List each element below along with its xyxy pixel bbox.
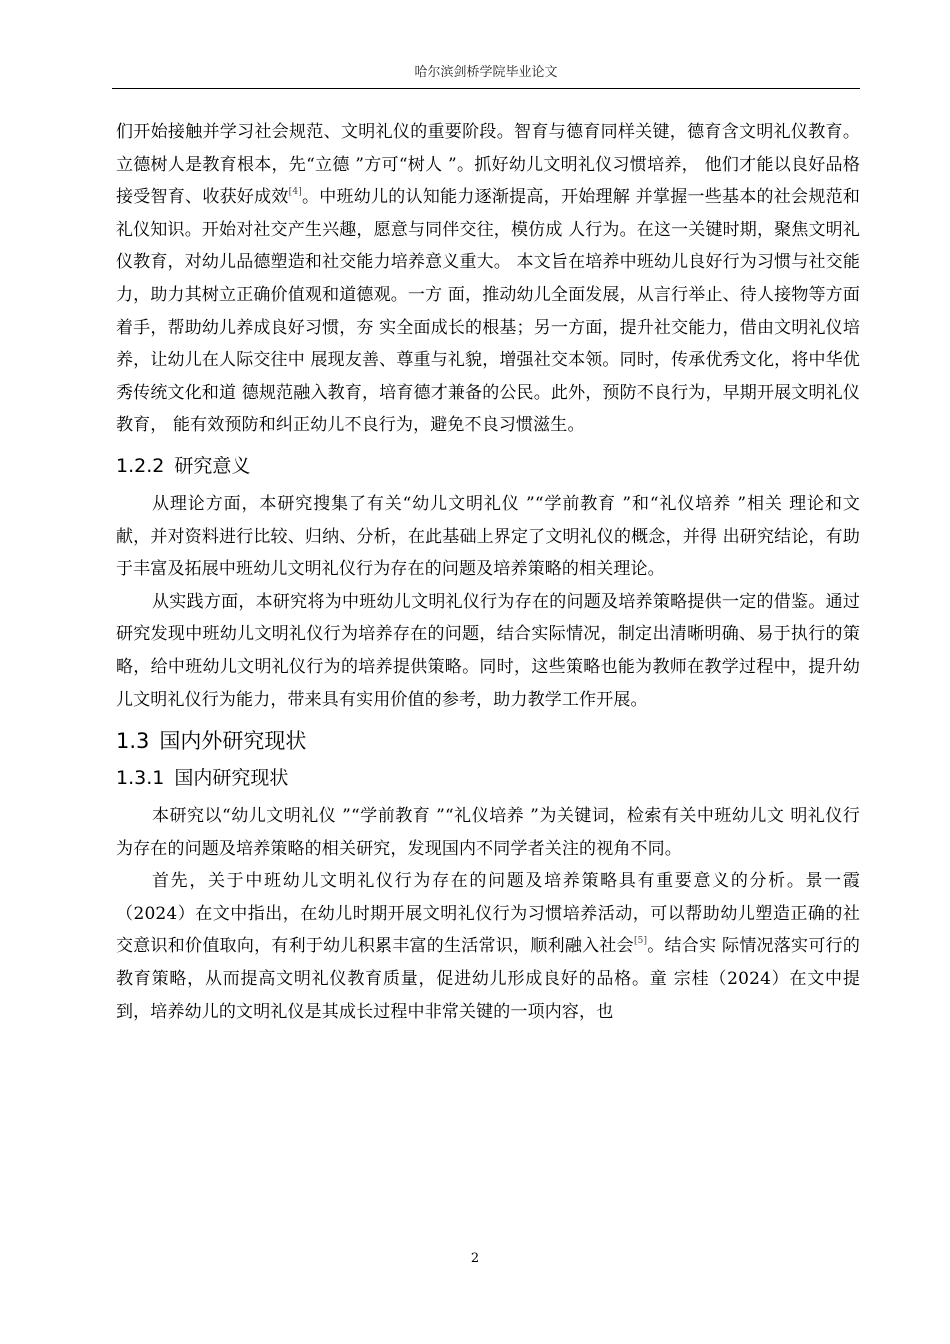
section-heading-1-3: [116, 728, 860, 754]
paragraph: 从实践方面，本研究将为中班幼儿文明礼仪行为存在的问题及培养策略提供一定的借鉴。通过研究发现中班幼儿文明礼仪行为培养存在的问题，结合实际情况，制定出清晰明确、易于执行的策略，给中班幼儿文明礼仪行为的培养提供策略。同时，这些策略也能为教师在教学过程中，提升幼儿文明礼仪行为能力，带来具有实用价值的参考，助力教学工作开展。: [116, 591, 860, 710]
paragraph: 们开始接触并学习社会规范、文明礼仪的重要阶段。智育与德育同样关键，德育含文明礼仪教育。立德树人是教育根本，先“立德 ”方可“树人 ”。抓好幼儿文明礼仪习惯培养， 他们才能以良好品格接受智育、收获好成效[4]。中班幼儿的认知能力逐渐提高，开始理解 并掌握一些基本的社会规范和礼仪知识。开始对社交产生兴趣，愿意与同伴交往，模仿成 人行为。在这一关键时期，聚焦文明礼仪教育，对幼儿品德塑造和社交能力培养意义重大。 本文旨在培养中班幼儿良好行为习惯与社交能力，助力其树立正确价值观和道德观。一方 面，推动幼儿全面发展，从言行举止、待人接物等方面着手，帮助幼儿养成良好习惯，夯 实全面成长的根基；另一方面，提升社交能力，借由文明礼仪培养，让幼儿在人际交往中 展现友善、尊重与礼貌，增强社交本领。同时，传承优秀文化，将中华优秀传统文化和道 德规范融入教育，培育德才兼备的公民。此外，预防不良行为，早期开展文明礼仪教育， 能有效预防和纠正幼儿不良行为，避免不良习惯滋生。: [116, 122, 861, 436]
section-number: 1.2.2: [116, 454, 165, 477]
paragraph: 首先，关于中班幼儿文明礼仪行为存在的问题及培养策略具有重要意义的分析。景一霞（2024）在文中指出，在幼儿时期开展文明礼仪行为习惯培养活动，可以帮助幼儿塑造正确的社交意识和价值取向，有利于幼儿积累丰富的生活常识，顺利融入社会[5]。结合实 际情况落实可行的教育策略，从而提高文明礼仪教育质量，促进幼儿形成良好的品格。童 宗桂（2024）在文中提到，培养幼儿的文明礼仪是其成长过程中非常关键的一项内容，也: [116, 871, 861, 1022]
page-number: 2: [470, 1251, 480, 1266]
header-rule: [112, 88, 860, 89]
citation-marker: [5]: [633, 936, 648, 947]
section-number: 1.3.1: [116, 767, 165, 790]
running-header: 哈尔滨剑桥学院毕业论文: [414, 65, 558, 80]
citation-marker: [4]: [288, 187, 302, 198]
section-title: 国内研究现状: [174, 767, 289, 790]
section-number: 1.3: [116, 729, 150, 754]
section-heading-1-3-1: [116, 766, 860, 790]
section-title: 研究意义: [174, 454, 251, 477]
paragraph: 本研究以“幼儿文明礼仪 ”“学前教育 ”“礼仪培养 ”为关键词，检索有关中班幼儿文 明礼仪行为存在的问题及培养策略的相关研究，发现国内不同学者关注的视角不同。: [116, 806, 860, 859]
page-body: [116, 116, 860, 1028]
paragraph: 从理论方面，本研究搜集了有关“幼儿文明礼仪 ”“学前教育 ”和“礼仪培养 ”相关 理论和文献，并对资料进行比较、归纳、分析，在此基础上界定了文明礼仪的概念，并得 出研究结论，有助于丰富及拓展中班幼儿文明礼仪行为存在的问题及培养策略的相关理论。: [116, 493, 860, 580]
section-heading-1-2-2: [116, 454, 860, 478]
section-title: 国内外研究现状: [159, 729, 307, 754]
